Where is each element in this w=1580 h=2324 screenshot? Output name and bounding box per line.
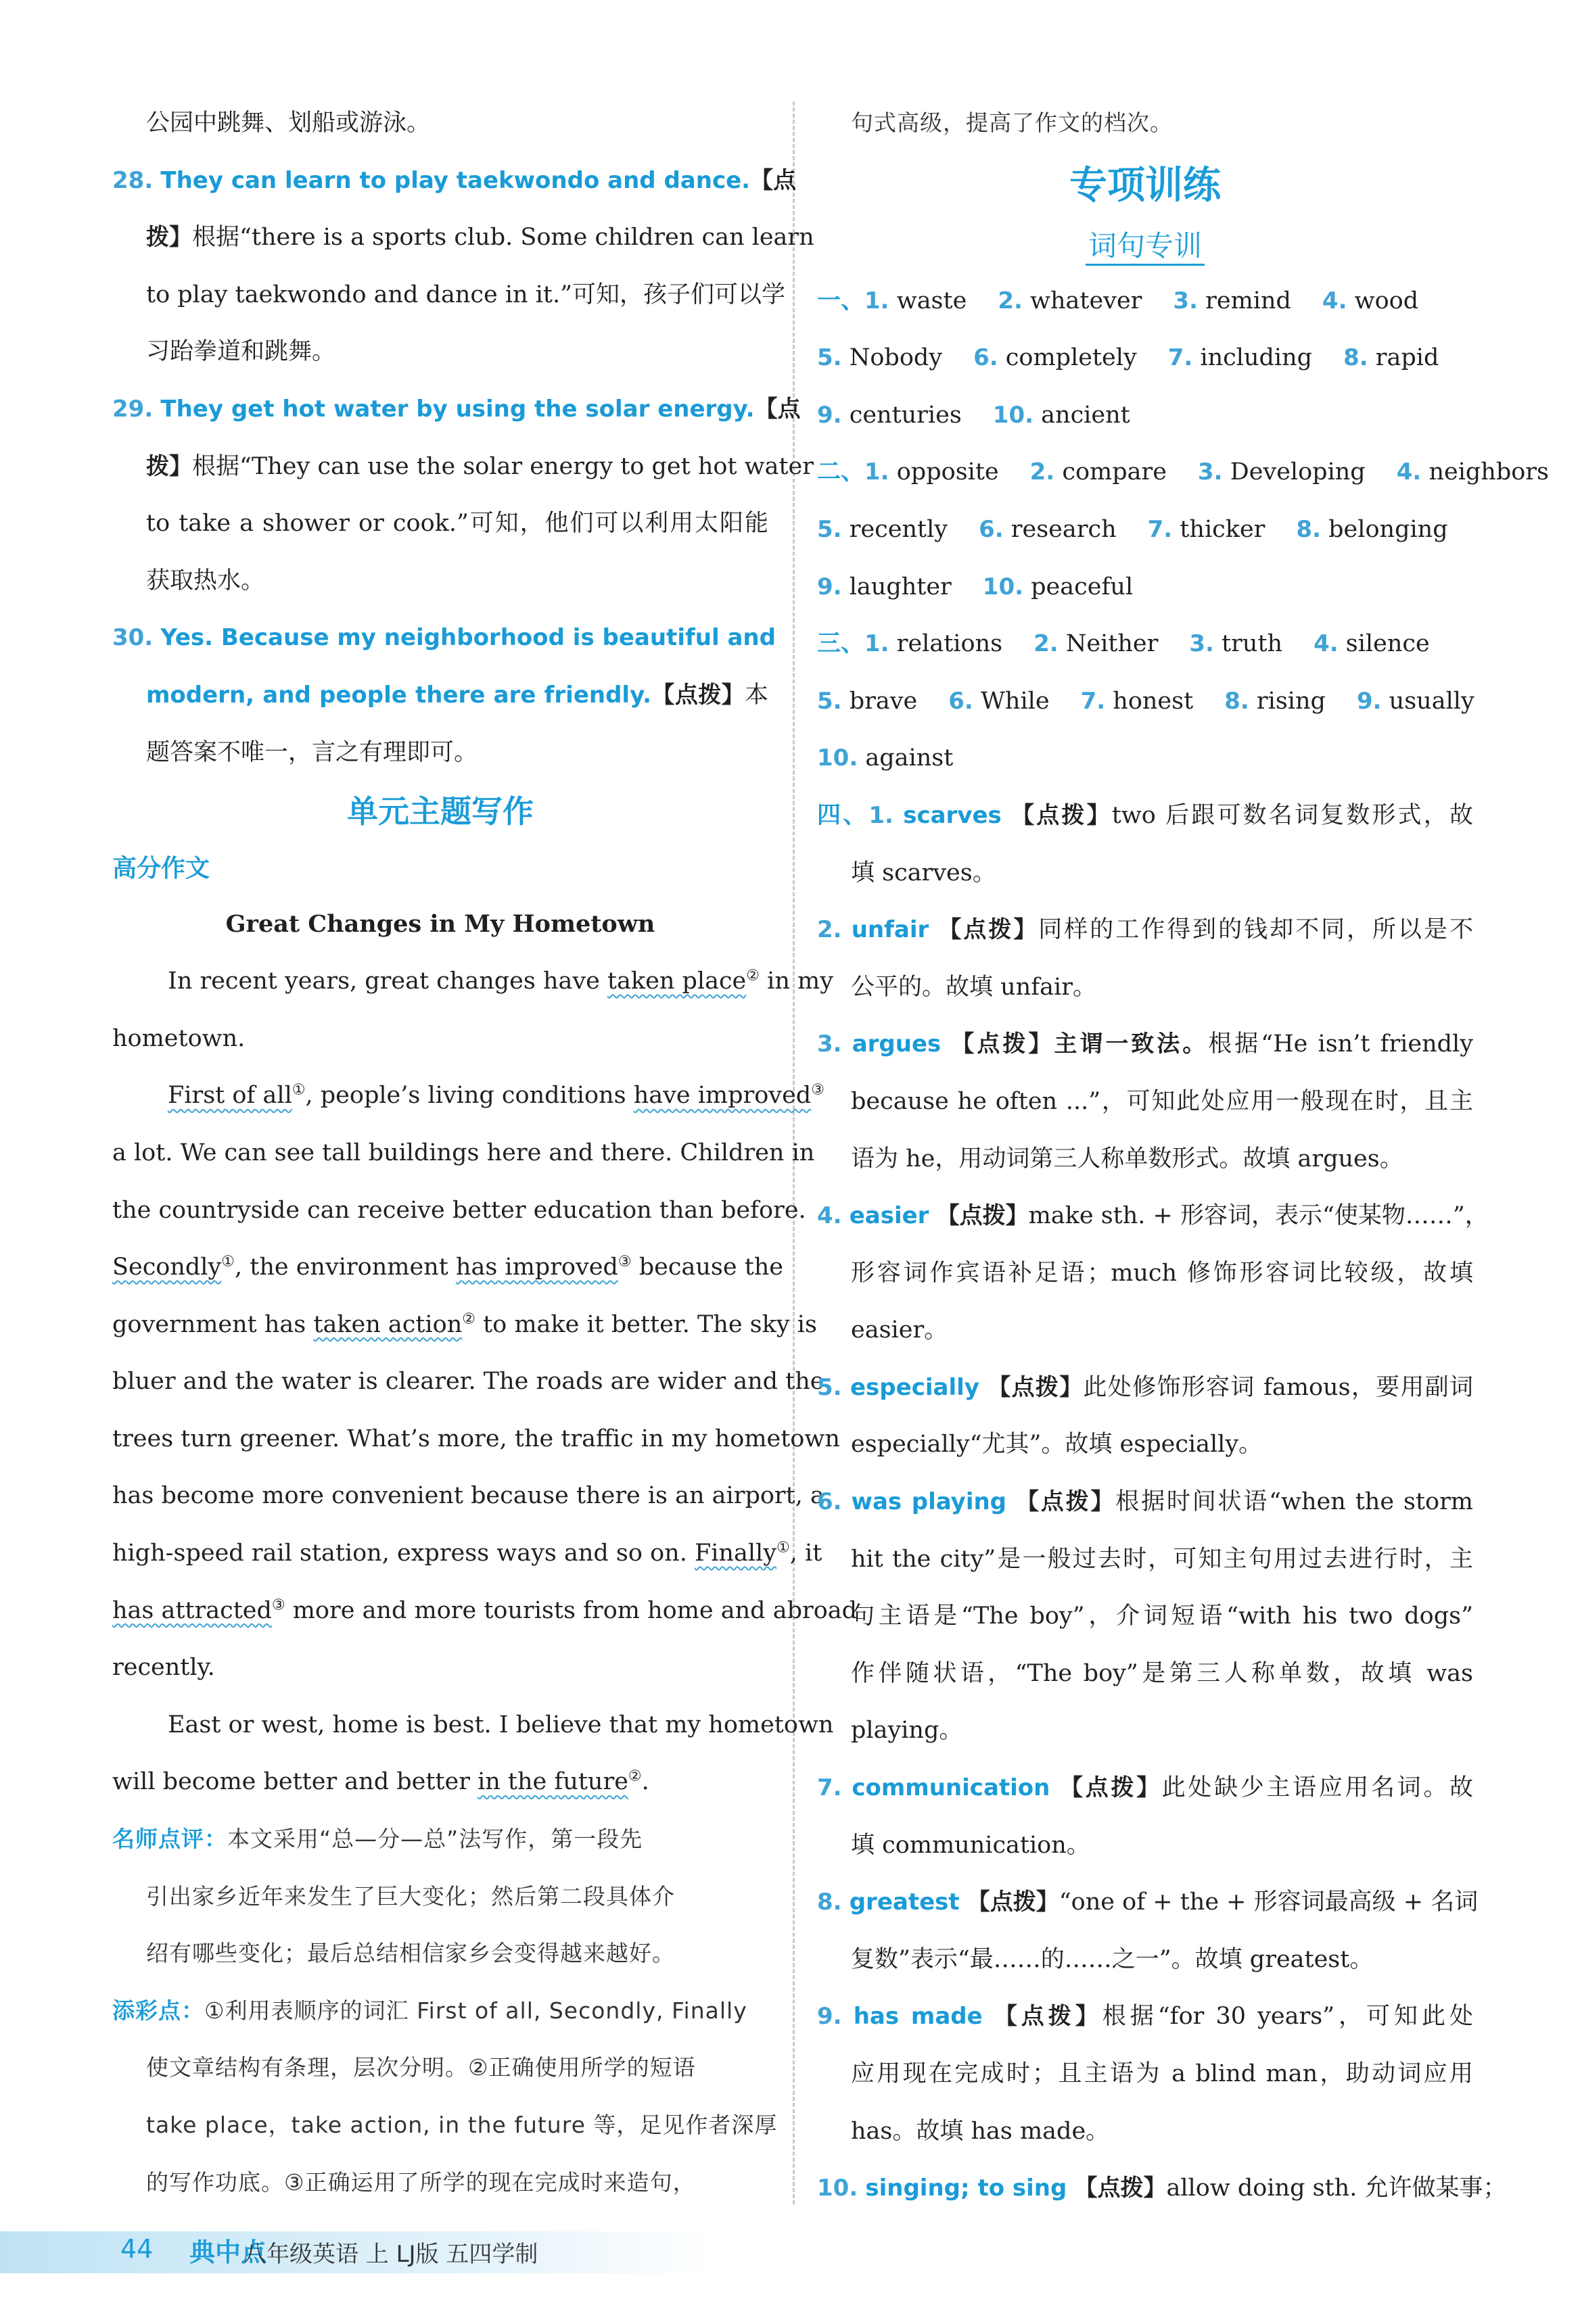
text-line: 公园中跳舞、划船或游泳。 bbox=[146, 110, 431, 137]
question-28: 28. They can learn to play taekwondo and dance.【点 bbox=[112, 166, 797, 194]
essay-title: Great Changes in My Hometown bbox=[225, 910, 655, 939]
answer: They get hot water by using the solar energy. bbox=[160, 395, 755, 423]
highlights: 添彩点：①利用表顺序的词汇 First of all, Secondly, Finally 使文章结构有条理，层次分明。②正确使用所学的短语 take place，take action, in the future 等，足见作者深厚 的写作功底。③正确运用了所学的现在完成时来造句， bbox=[112, 1997, 778, 2196]
subhead: 高分作文 bbox=[112, 855, 210, 883]
section-2: 二、1. opposite 2. compare 3. Developing 4. neighbors 5. recently 6. research 7. thicker 8. belonging 9. laughter 10. peaceful bbox=[817, 458, 1550, 600]
page-number: 44 bbox=[120, 2234, 154, 2264]
question-30: 30. Yes. Because my neighborhood is beautiful and bbox=[112, 624, 776, 652]
right-column: 句式高级，提高了作文的档次。 专项训练 词句专训 一、1. waste 2. whatever 3. remind 4. wood 5. Nobody 6. completely 7. including 8. rapid 9. centuries 10. ancient 二、1. opposite 2. compare 3. Developing 4. neighbors 5. recently 6. research 7. thicker 8. belonging 9. laughter 10. peaceful 三、1. relations 2. Neither 3. truth 4. silence 5. brave 6. While 7. honest 8. rising 9. usually 10. against 四、1. scarves 【点拨】two 后跟可数名词复数形式，故 填 scarves。 2. unfair 【点拨】同样的工作得到的钱却不同，所以是不 公平的。故填 unfair。 3. argues 【点拨】主谓一致法。根据“He isn’t friendly because he often ...”，可知此处应用一般现在时，且主 语为 he，用动词第三人称单数形式。故填 argues。 4. easier 【点拨】make sth. + 形容词，表示“使某物……”， 形容词作宾语补足语；much 修饰形容词比较级，故填 easier。 5. especially 【点拨】此处修饰形容词 famous，要用副词 especially“尤其”。故填 especially。 6. was playing 【点拨】根据时间状语“when the storm hit the city”是一般过去时，可知主句用过去进行时，主 句主语是“The boy”，介词短语“with his two dogs” 作伴随状语，“The boy”是第三人称单数，故填 was playing。 7. communication 【点拨】此处缺少主语应用名词。故 填 communication。 8. greatest 【点拨】“one of + the + 形容词最高级 + 名词 复数”表示“最……的……之一”。故填 greatest。 9. has made 【点拨】根据“for 30 years”，可知此处 应用现在完成时；且主语为 a blind man，助动词应用 has。故填 has made。 10. singing; to sing 【点拨】allow doing sth. 允许做某事； bbox=[817, 95, 1473, 2217]
subtitle: 词句专训 bbox=[1086, 229, 1205, 266]
publisher-logo: 典中点 bbox=[189, 2237, 267, 2267]
section-4: 四、1. scarves 【点拨】two 后跟可数名词复数形式，故 填 scarves。 2. unfair 【点拨】同样的工作得到的钱却不同，所以是不 公平的。故填 unfair。 3. argues 【点拨】主谓一致法。根据“He isn’t friendly because he often ...”，可知此处应用一般现在时，且主 语为 he，用动词第三人称单数形式。故填 argues。 4. easier 【点拨】make sth. + 形容词，表示“使某物……”， 形容词作宾语补足语；much 修饰形容词比较级，故填 easier。 5. especially 【点拨】此处修饰形容词 famous，要用副词 especially“尤其”。故填 especially。 6. was playing 【点拨】根据时间状语“when the storm hit the city”是一般过去时，可知主句用过去进行时，主 句主语是“The boy”，介词短语“with his two dogs” 作伴随状语，“The boy”是第三人称单数，故填 was playing。 7. communication 【点拨】此处缺少主语应用名词。故 填 communication。 8. greatest 【点拨】“one of + the + 形容词最高级 + 名词 复数”表示“最……的……之一”。故填 greatest。 9. has made 【点拨】根据“for 30 years”，可知此处 应用现在完成时；且主语为 a blind man，助动词应用 has。故填 has made。 10. singing; to sing 【点拨】allow doing sth. 允许做某事； bbox=[817, 801, 1507, 2202]
special-training-title: 专项训练 bbox=[1069, 163, 1221, 208]
essay: In recent years, great changes have taken place② in my hometown. First of all①, people’s living conditions have improved③ a lot. We can see tall buildings here and there. Children in the countryside can receive better education than before. Secondly①, the environment has improved③ because the government has taken action② to make it better. The sky is bluer and the water is clearer. The roads are wider and the trees turn greener. What’s more, the traffic in my hometown has become more convenient because there is an airport, a high-speed rail station, express ways and so on. Finally①, it has attracted③ more and more tourists from home and abroad recently. East or west, home is best. I believe that my hometown will become better and better in the future②. bbox=[112, 967, 858, 1796]
answer: Yes. Because my neighborhood is beautiful and bbox=[160, 624, 776, 652]
teacher-comment: 名师点评：本文采用“总—分—总”法写作，第一段先 引出家乡近年来发生了巨大变化；然后第二段具体介 绍有哪些变化；最后总结相信家乡会变得越来越好。 bbox=[112, 1826, 675, 1967]
question-29: 29. They get hot water by using the solar energy.【点 bbox=[112, 395, 801, 423]
section-1: 一、1. waste 2. whatever 3. remind 4. wood 5. Nobody 6. completely 7. including 8. rapid 9. centuries 10. ancient bbox=[817, 287, 1439, 429]
answer: They can learn to play taekwondo and dance. bbox=[160, 166, 751, 194]
book-info: 八年级英语 上 LJ版 五四学制 bbox=[243, 2241, 538, 2268]
unit-writing-title: 单元主题写作 bbox=[347, 793, 534, 830]
section-3: 三、1. relations 2. Neither 3. truth 4. silence 5. brave 6. While 7. honest 8. rising 9. usually 10. against bbox=[817, 630, 1474, 772]
left-column: 公园中跳舞、划船或游泳。 28. They can learn to play taekwondo and dance.【点 拨】根据“there is a sports club. Some children can learn to play taekwondo and dance in it.”可知，孩子们可以学 习跆拳道和跳舞。 29. They get hot water by using the solar energy.【点 拨】根据“They can use the solar energy to get hot water to take a shower or cook.”可知，他们可以利用太阳能 获取热水。 30. Yes. Because my neighborhood is beautiful and modern, and people there are friendly.【点拨】本 题答案不唯一，言之有理即可。 单元主题写作 高分作文 Great Changes in My Hometown In recent years, great changes have taken place② in my hometown. First of all①, people’s living conditions have improved③ a lot. We can see tall buildings here and there. Children in the countryside can receive better education than before. Secondly①, the environment has improved③ because the government has taken action② to make it better. The sky is bluer and the water is clearer. The roads are wider and the trees turn greener. What’s more, the traffic in my hometown has become more convenient because there is an airport, a high-speed rail station, express ways and so on. Finally①, it has attracted③ more and more tourists from home and abroad recently. East or west, home is best. I believe that my hometown will become better and better in the future②. 名师点评：本文采用“总—分—总”法写作，第一段先 引出家乡近年来发生了巨大变化；然后第二段具体介 绍有哪些变化；最后总结相信家乡会变得越来越好。 添彩点：①利用表顺序的词汇 First of all, Secondly, Finally 使文章结构有条理，层次分明。②正确使用所学的短语 take place，take action, in the future 等，足见作者深厚 的写作功底。③正确运用了所学的现在完成时来造句， bbox=[112, 95, 768, 2211]
